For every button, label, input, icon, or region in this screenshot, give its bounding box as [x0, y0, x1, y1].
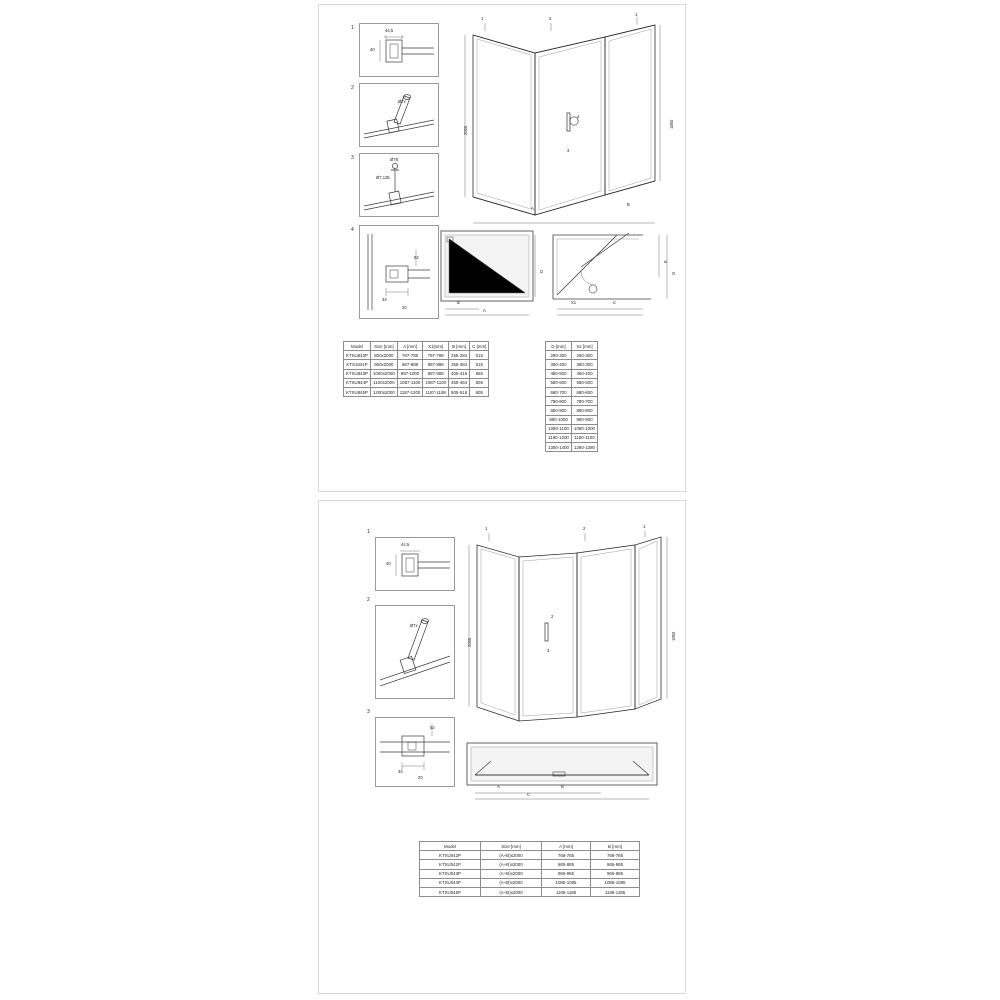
detail-2-graphic [360, 84, 438, 146]
cell-x2: 260-300 [572, 351, 598, 360]
front-enclosure-graphic [459, 531, 675, 731]
cell-x2: 1180-1100 [572, 433, 598, 442]
cell-x2: 460-400 [572, 369, 598, 378]
table-row [546, 443, 598, 452]
cell-x1: 787-788 [423, 351, 449, 360]
detail-3-graphic [360, 154, 438, 216]
plan2-dim-c: C [527, 792, 531, 797]
table-row [420, 887, 640, 896]
cell-a: 887-888 [397, 360, 423, 369]
th2-a: A [mm] [542, 842, 591, 851]
cell-a: 787-788 [397, 351, 423, 360]
cell2-model: KTSU043P [420, 869, 481, 878]
detail-3-dim-a: Ø78 [390, 157, 398, 162]
detail2-3-dim-a: 52 [430, 725, 435, 730]
step-number-3: 3 [351, 155, 354, 161]
cell-c: 515 [470, 360, 489, 369]
main-iso-view-1 [455, 12, 675, 217]
cell-d: 780-800 [546, 397, 572, 406]
plan-left-dim-b: B [457, 300, 460, 305]
iso-bottom-dim-b: B [627, 202, 630, 207]
detail-box-4 [359, 225, 439, 319]
iso-mark-3: 1 [635, 12, 638, 17]
cell-b: 255-284 [449, 351, 470, 360]
detail2-1-dim-a: 44,5 [401, 542, 410, 547]
cell-model: KTSU844P [344, 378, 371, 387]
front-inner-mark-1: 2 [551, 614, 554, 619]
cell-b: 455-464 [449, 378, 470, 387]
iso-mark-1: 1 [481, 16, 484, 21]
table-row [344, 351, 489, 360]
table-row [546, 415, 598, 424]
cell2-b: 865-885 [591, 860, 640, 869]
front-mark-3: 1 [643, 524, 646, 529]
table-row [420, 869, 640, 878]
step-number-4: 4 [351, 227, 354, 233]
cell-d: 880-900 [546, 406, 572, 415]
cell2-size: (A+B)x2000 [481, 878, 542, 887]
th-a: A [mm] [397, 342, 423, 351]
cell-model: KTS1841P [344, 360, 371, 369]
cell-x2: 1280-1380 [572, 443, 598, 452]
cell-x2: 980-900 [572, 415, 598, 424]
cell-size: 1000x2000 [370, 369, 397, 378]
cell-a: 1187-1200 [397, 387, 423, 396]
front-inner-mark-2: 3 [547, 648, 550, 653]
th-x2: X2 [mm] [572, 342, 598, 351]
detail2-1-dim-b: 40 [386, 561, 391, 566]
table-row [546, 378, 598, 387]
plan2-dim-a: A [497, 784, 500, 789]
th-c: C [mm] [470, 342, 489, 351]
cell-b: 505-518 [449, 387, 470, 396]
table-row [344, 378, 489, 387]
cell-d: 1300-1400 [546, 443, 572, 452]
table-row [546, 433, 598, 442]
cell-c: 605 [470, 378, 489, 387]
table-row [420, 851, 640, 860]
detail-box-2 [359, 83, 439, 147]
cell2-b: 768-785 [591, 851, 640, 860]
cell-x2: 580-500 [572, 378, 598, 387]
cell2-size: (A+B)x2000 [481, 851, 542, 860]
cell-c: 565 [470, 369, 489, 378]
cell2-model: KTSU044P [420, 878, 481, 887]
cell-x1: 887-888 [423, 360, 449, 369]
cell-d: 1180-1200 [546, 433, 572, 442]
detail-4-graphic [360, 226, 438, 318]
iso-enclosure-graphic [455, 17, 675, 217]
sheet-1 [318, 4, 686, 492]
cell2-a: 1185-1185 [542, 887, 591, 896]
main-front-view-2 [459, 524, 676, 731]
iso-inner-mark-1: 4 [577, 114, 580, 119]
detail2-3-dim-c: 20 [418, 775, 423, 780]
detail2-3-dim-b: 34 [398, 769, 403, 774]
cell-a: 987-1000 [397, 369, 423, 378]
cell-a: 1087-1100 [397, 378, 423, 387]
step2-number-2: 2 [367, 597, 370, 603]
cell2-a: 768-785 [542, 851, 591, 860]
cell-x2: 1080-1000 [572, 424, 598, 433]
cell-x1: 987-988 [423, 369, 449, 378]
height-right-dim: 1850 [669, 119, 674, 129]
height-left-dim: 2000 [463, 125, 468, 135]
detail2-box-3 [375, 717, 455, 787]
detail-4-dim-b: 34 [382, 297, 387, 302]
iso-bottom-dim-a: A [531, 206, 534, 211]
cell-size: 900x2000 [370, 360, 397, 369]
step2-number-3: 3 [367, 709, 370, 715]
plan-right-dim-e: E [663, 260, 668, 263]
table-row [344, 360, 489, 369]
table-row [420, 878, 640, 887]
detail-3-dim-b: Ø7,135 [376, 175, 390, 180]
cell-d: 280-300 [546, 351, 572, 360]
plan2-dim-b: B [561, 784, 564, 789]
front-mark-2: 2 [583, 526, 586, 531]
table-row [344, 387, 489, 396]
iso-inner-mark-2: 3 [567, 148, 570, 153]
table-row [546, 360, 598, 369]
detail-box-3 [359, 153, 439, 217]
cell-d: 1080-1100 [546, 424, 572, 433]
cell-size: 800x2000 [370, 351, 397, 360]
cell2-size: (A+B)x2000 [481, 887, 542, 896]
cell-size: 1100x2000 [370, 378, 397, 387]
cell-d: 580-600 [546, 378, 572, 387]
plan-view-right [547, 227, 676, 323]
spec-table-1-right-header-row [546, 342, 598, 351]
table-row [546, 397, 598, 406]
cell-x2: 360-300 [572, 360, 598, 369]
cell2-a: 965-985 [542, 869, 591, 878]
plan2-graphic [461, 737, 671, 807]
spec-table-2-header-row [420, 842, 640, 851]
height2-left-dim: 2000 [467, 637, 472, 647]
th-x1: X1[mm] [423, 342, 449, 351]
plan-left-dim-d: D [539, 269, 544, 273]
cell-d: 680-700 [546, 387, 572, 396]
detail2-2-dim: Ø7x [410, 623, 418, 628]
plan-left-graphic [435, 227, 543, 323]
cell-d: 980-1000 [546, 415, 572, 424]
spec-table-1 [343, 341, 489, 397]
th2-model: Model [420, 842, 481, 851]
table-row [546, 351, 598, 360]
plan-left-dim-a: A [483, 308, 486, 313]
height2-right-dim: 1850 [671, 631, 676, 641]
table-row [546, 406, 598, 415]
detail-4-dim-a: 52 [414, 255, 419, 260]
th-d: D [mm] [546, 342, 572, 351]
th-size: Size [mm] [370, 342, 397, 351]
cell-model: KTSU843P [344, 369, 371, 378]
cell-d: 480-500 [546, 369, 572, 378]
cell2-model: KTSU045P [420, 887, 481, 896]
table-row [546, 424, 598, 433]
iso-mark-2: 2 [549, 16, 552, 21]
cell-c: 515 [470, 351, 489, 360]
cell2-model: KTSU042P [420, 851, 481, 860]
detail-4-dim-c: 20 [402, 305, 407, 310]
cell2-size: (A+B)x2000 [481, 860, 542, 869]
cell-x1: 1087-1100 [423, 378, 449, 387]
cell-x2: 680-600 [572, 387, 598, 396]
plan-right-dim-c: C [613, 300, 617, 305]
cell2-model: KTSU041P [420, 860, 481, 869]
sheet-2 [318, 500, 686, 994]
cell-x1: 1187-1188 [423, 387, 449, 396]
cell-b: 355-384 [449, 360, 470, 369]
cell2-b: 1085-1085 [591, 878, 640, 887]
cell-model: KTSU845P [344, 387, 371, 396]
plan-right-dim-x1: X1 [571, 300, 577, 305]
plan-right-dim-g: G [671, 271, 676, 275]
detail-2-dim: Ø7x [398, 99, 406, 104]
front-mark-1: 1 [485, 526, 488, 531]
plan-view-2 [461, 737, 671, 807]
step-number-2: 2 [351, 85, 354, 91]
cell2-b: 1185-1185 [591, 887, 640, 896]
spec-table-2 [419, 841, 640, 897]
table-row [546, 387, 598, 396]
cell-x2: 880-800 [572, 406, 598, 415]
step2-number-1: 1 [367, 529, 370, 535]
table-row [344, 369, 489, 378]
detail2-3-graphic [376, 718, 454, 786]
cell2-a: 1085-1085 [542, 878, 591, 887]
step-number-1: 1 [351, 25, 354, 31]
th2-b: B [mm] [591, 842, 640, 851]
detail2-2-graphic [376, 606, 454, 698]
detail-1-dim-a: 44,5 [385, 28, 394, 33]
detail-box-1 [359, 23, 439, 77]
table-row [546, 369, 598, 378]
th-b: B [mm] [449, 342, 470, 351]
spec-table-1-header-row [344, 342, 489, 351]
cell2-size: (A+B)x2000 [481, 869, 542, 878]
th2-size: Size [mm] [481, 842, 542, 851]
cell-b: 405-416 [449, 369, 470, 378]
cell2-a: 865-885 [542, 860, 591, 869]
cell-d: 380-400 [546, 360, 572, 369]
detail2-box-1 [375, 537, 455, 591]
cell-x2: 780-700 [572, 397, 598, 406]
detail-1-dim-b: 40 [370, 47, 375, 52]
cell-model: KTSU842P [344, 351, 371, 360]
table-row [420, 860, 640, 869]
th-model: Model [344, 342, 371, 351]
cell2-b: 965-985 [591, 869, 640, 878]
cell-size: 1200x2000 [370, 387, 397, 396]
spec-table-1-right [545, 341, 598, 452]
plan-right-graphic [547, 227, 673, 323]
cell-c: 605 [470, 387, 489, 396]
plan-view-left [435, 227, 543, 323]
detail2-box-2 [375, 605, 455, 699]
